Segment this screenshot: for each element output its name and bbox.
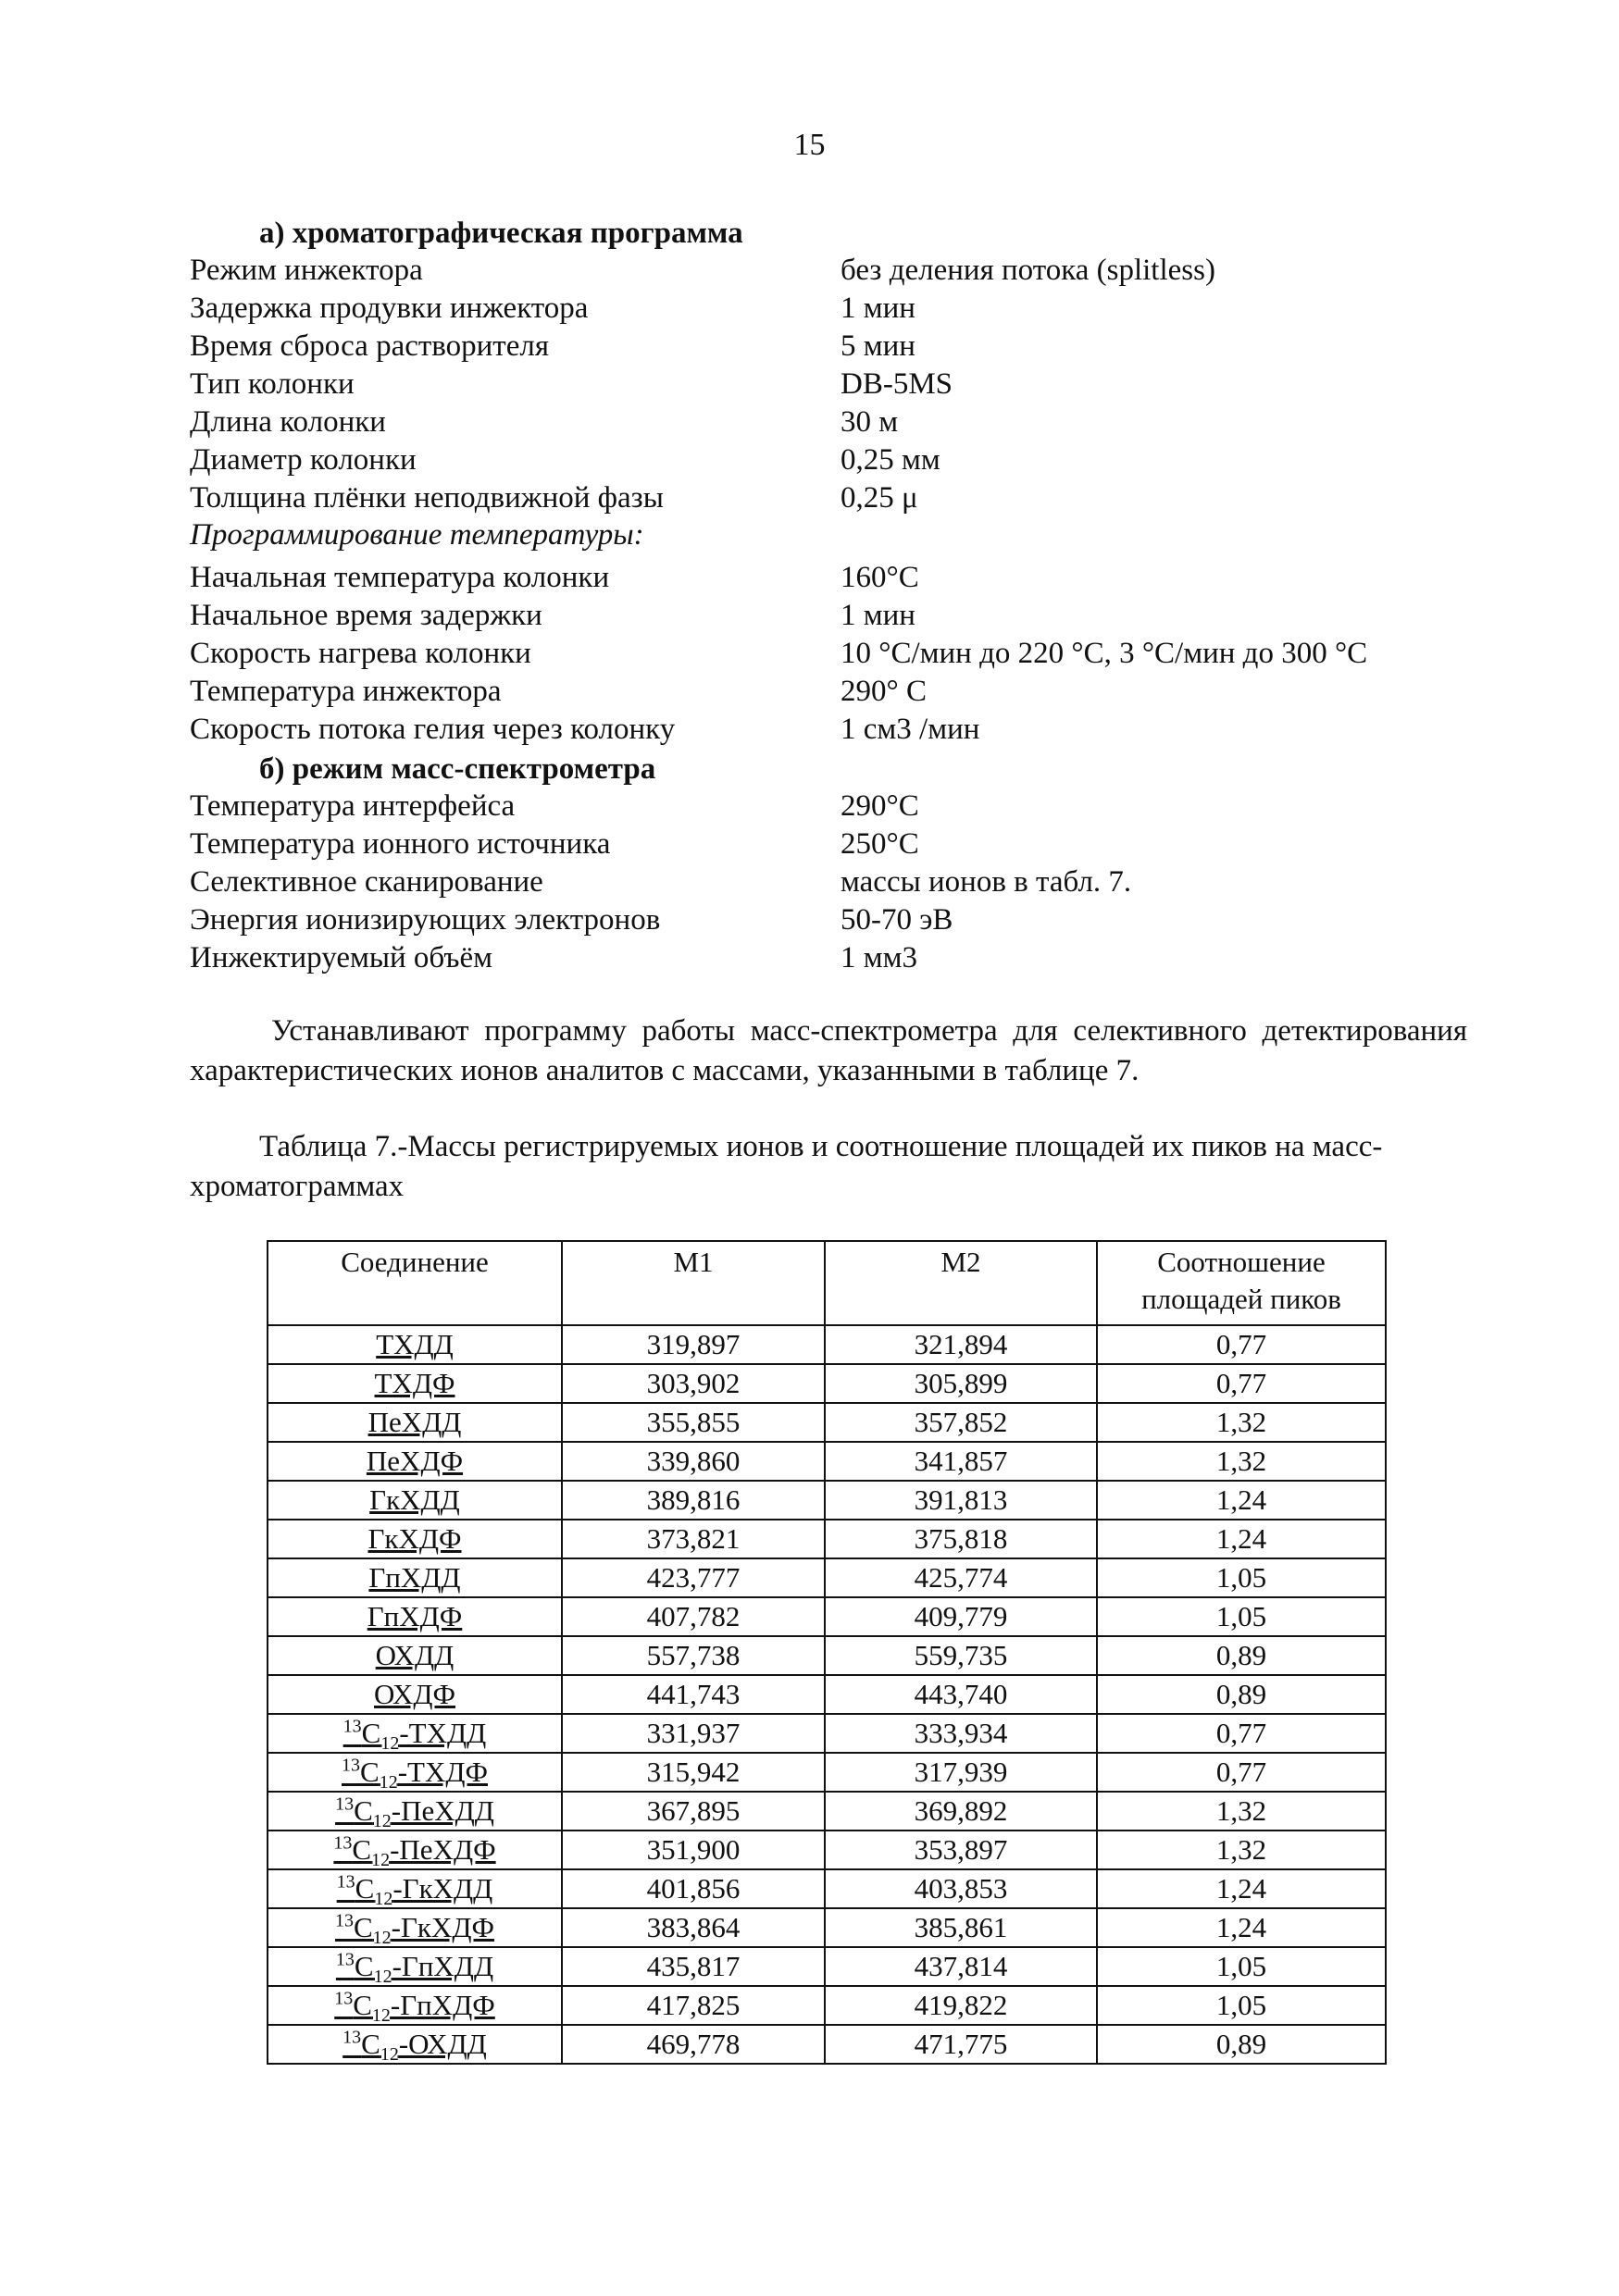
- m1-cell: 407,782: [562, 1597, 825, 1636]
- ms-param-row: [0, 903, 1619, 941]
- isotope-mass-number: 13: [334, 1910, 354, 1931]
- isotope-mass-number: 13: [335, 1793, 355, 1815]
- isotope-mass-number: 13: [342, 2027, 362, 2048]
- ms-param-label: Энергия ионизирующих электронов: [190, 903, 661, 937]
- isotope-element: C: [352, 1833, 372, 1866]
- peak-area-ratio-cell: 1,32: [1097, 1792, 1386, 1831]
- ms-param-value: 250°С: [841, 827, 919, 861]
- chromatographic-program-heading: а) хроматографическая программа: [259, 217, 743, 250]
- chrom-param-value: 0,25 мм: [841, 443, 940, 477]
- body-paragraph: Устанавливают программу работы масс-спектрометра для селективного детектирования характеристических ионов аналитов с массами, указанными в таблице 7.: [190, 1014, 1467, 1087]
- table-header-row: [268, 1241, 1386, 1325]
- temperature-param-row: [0, 561, 1619, 599]
- chrom-param-value: 0,25 μ: [841, 481, 918, 515]
- isotope-atom-count: 12: [371, 2005, 391, 2027]
- compound-cell: [268, 1325, 562, 1364]
- isotope-element: C: [361, 2028, 380, 2060]
- temperature-param-label: Начальное время задержки: [190, 599, 542, 632]
- peak-area-ratio-cell: 1,24: [1097, 1520, 1386, 1558]
- ms-param-value: массы ионов в табл. 7.: [841, 865, 1132, 899]
- peak-area-ratio-cell: 0,89: [1097, 1636, 1386, 1675]
- chrom-param-label: Режим инжектора: [190, 254, 423, 287]
- isotope-element: C: [354, 1950, 374, 1982]
- ms-param-label: Инжектируемый объём: [190, 941, 492, 974]
- table-row: [268, 1675, 1386, 1714]
- table-row: [268, 1792, 1386, 1831]
- m1-cell: 315,942: [562, 1753, 825, 1792]
- m1-cell: 373,821: [562, 1520, 825, 1558]
- peak-area-ratio-cell: 1,32: [1097, 1403, 1386, 1442]
- compound-cell: [268, 1520, 562, 1558]
- compound-cell: [268, 1869, 562, 1908]
- temperature-param-value: 290° С: [841, 675, 927, 708]
- m1-cell: 557,738: [562, 1636, 825, 1675]
- compound-cell: [268, 1481, 562, 1520]
- m1-cell: 435,817: [562, 1947, 825, 1986]
- chrom-param-row: [0, 443, 1619, 481]
- isotope-mass-number: 13: [342, 1755, 360, 1776]
- table-row: [268, 1325, 1386, 1364]
- m2-cell: 385,861: [825, 1908, 1097, 1947]
- compound-cell: [268, 1597, 562, 1636]
- table-row: [268, 1869, 1386, 1908]
- compound-cell: [268, 1675, 562, 1714]
- mass-spectrometer-mode-heading: б) режим масс-спектрометра: [259, 752, 656, 786]
- chrom-param-label: Задержка продувки инжектора: [190, 292, 589, 325]
- isotope-atom-count: 12: [372, 1811, 392, 1832]
- compound-name: -ГкХДД: [392, 1872, 493, 1905]
- isotope-atom-count: 12: [374, 1889, 393, 1910]
- ms-param-label: Температура ионного источника: [190, 827, 611, 861]
- chrom-param-value: без деления потока (splitless): [841, 254, 1215, 287]
- isotope-atom-count: 12: [371, 1850, 391, 1871]
- isotope-atom-count: 12: [380, 1733, 400, 1755]
- compound-cell: [268, 1908, 562, 1947]
- peak-area-ratio-cell: 0,77: [1097, 1364, 1386, 1403]
- isotope-mass-number: 13: [336, 1871, 355, 1893]
- table-row: [268, 1908, 1386, 1947]
- isotope-atom-count: 12: [380, 2044, 399, 2066]
- compound-cell: [268, 2025, 562, 2064]
- compound-cell: [268, 1403, 562, 1442]
- m1-cell: 401,856: [562, 1869, 825, 1908]
- ion-mass-table: [267, 1240, 1387, 2065]
- chrom-param-row: [0, 292, 1619, 329]
- isotope-mass-number: 13: [335, 1949, 355, 1970]
- m2-cell: 419,822: [825, 1986, 1097, 2025]
- table-row: [268, 1364, 1386, 1403]
- isotope-element: C: [361, 1717, 381, 1749]
- peak-area-ratio-cell: 0,89: [1097, 2025, 1386, 2064]
- compound-cell: [268, 1714, 562, 1753]
- table-row: [268, 2025, 1386, 2064]
- ms-param-row: [0, 827, 1619, 865]
- peak-area-ratio-cell: 1,24: [1097, 1908, 1386, 1947]
- temperature-param-value: 1 см3 /мин: [841, 713, 980, 746]
- peak-area-ratio-cell: 1,32: [1097, 1442, 1386, 1481]
- m2-cell: 409,779: [825, 1597, 1097, 1636]
- chrom-param-value: 1 мин: [841, 292, 915, 325]
- table-body: [268, 1325, 1386, 2064]
- m2-cell: 357,852: [825, 1403, 1097, 1442]
- compound-name: -ГпХДФ: [390, 1989, 495, 2021]
- ms-param-row: [0, 789, 1619, 827]
- peak-area-ratio-cell: 1,24: [1097, 1869, 1386, 1908]
- chrom-param-row: [0, 367, 1619, 405]
- temperature-param-label: Скорость нагрева колонки: [190, 637, 531, 670]
- compound-name: ПеХДД: [367, 1406, 462, 1438]
- temperature-param-label: Начальная температура колонки: [190, 561, 610, 594]
- temperature-param-value: 1 мин: [841, 599, 915, 632]
- chrom-param-label: Время сброса растворителя: [190, 329, 550, 363]
- table-row: [268, 1986, 1386, 2025]
- isotope-element: C: [360, 1756, 380, 1788]
- temperature-param-value: 10 °С/мин до 220 °С, 3 °С/мин до 300 °С: [841, 637, 1368, 670]
- m2-cell: 353,897: [825, 1831, 1097, 1869]
- header-m1: M1: [562, 1241, 825, 1325]
- peak-area-ratio-cell: 0,77: [1097, 1714, 1386, 1753]
- peak-area-ratio-cell: 1,05: [1097, 1597, 1386, 1636]
- compound-cell: [268, 1442, 562, 1481]
- m1-cell: 367,895: [562, 1792, 825, 1831]
- table-row: [268, 1947, 1386, 1986]
- chrom-param-label: Толщина плёнки неподвижной фазы: [190, 481, 664, 515]
- compound-cell: [268, 1947, 562, 1986]
- temperature-param-value: 160°С: [841, 561, 919, 594]
- compound-name: ТХДД: [376, 1328, 454, 1360]
- compound-name: -ПеХДФ: [390, 1833, 496, 1866]
- compound-cell: [268, 1753, 562, 1792]
- m1-cell: 417,825: [562, 1986, 825, 2025]
- temperature-programming-subheading-row: [0, 518, 1619, 556]
- peak-area-ratio-cell: 0,77: [1097, 1325, 1386, 1364]
- compound-name: ГкХДД: [369, 1483, 460, 1516]
- chrom-param-row: [0, 254, 1619, 292]
- peak-area-ratio-cell: 0,77: [1097, 1753, 1386, 1792]
- m2-cell: 559,735: [825, 1636, 1097, 1675]
- compound-cell: [268, 1364, 562, 1403]
- isotope-element: C: [353, 1989, 372, 2021]
- temperature-param-row: [0, 675, 1619, 713]
- m1-cell: 331,937: [562, 1714, 825, 1753]
- m2-cell: 321,894: [825, 1325, 1097, 1364]
- chrom-param-label: Длина колонки: [190, 405, 386, 439]
- compound-name: -ГпХДД: [392, 1950, 494, 1982]
- m2-cell: 375,818: [825, 1520, 1097, 1558]
- isotope-mass-number: 13: [334, 1988, 354, 2009]
- compound-name: -ТХДД: [399, 1717, 487, 1749]
- m1-cell: 469,778: [562, 2025, 825, 2064]
- table-row: [268, 1520, 1386, 1558]
- m1-cell: 339,860: [562, 1442, 825, 1481]
- m1-cell: 389,816: [562, 1481, 825, 1520]
- compound-name: ПеХДФ: [366, 1445, 464, 1477]
- compound-name: ОХДД: [375, 1639, 455, 1671]
- compound-cell: [268, 1636, 562, 1675]
- m2-cell: 425,774: [825, 1558, 1097, 1597]
- m1-cell: 441,743: [562, 1675, 825, 1714]
- compound-cell: [268, 1558, 562, 1597]
- chrom-param-label: Диаметр колонки: [190, 443, 417, 477]
- temperature-param-row: [0, 637, 1619, 675]
- compound-name: ГкХДФ: [367, 1522, 462, 1555]
- compound-name: ГпХДФ: [367, 1600, 463, 1632]
- peak-area-ratio-cell: 1,05: [1097, 1986, 1386, 2025]
- chrom-param-value: 5 мин: [841, 329, 915, 363]
- peak-area-ratio-cell: 0,89: [1097, 1675, 1386, 1714]
- isotope-mass-number: 13: [333, 1832, 353, 1854]
- m1-cell: 319,897: [562, 1325, 825, 1364]
- peak-area-ratio-cell: 1,32: [1097, 1831, 1386, 1869]
- temperature-param-row: [0, 599, 1619, 637]
- m2-cell: 305,899: [825, 1364, 1097, 1403]
- ms-param-row: [0, 941, 1619, 979]
- chrom-param-row: [0, 405, 1619, 443]
- ms-param-label: Температура интерфейса: [190, 789, 516, 823]
- m2-cell: 369,892: [825, 1792, 1097, 1831]
- m2-cell: 443,740: [825, 1675, 1097, 1714]
- page-number: 15: [793, 128, 826, 162]
- compound-cell: [268, 1792, 562, 1831]
- temperature-param-row: [0, 713, 1619, 751]
- compound-name: -ПеХДД: [391, 1794, 494, 1827]
- peak-area-ratio-cell: 1,05: [1097, 1558, 1386, 1597]
- isotope-element: C: [354, 1794, 373, 1827]
- isotope-atom-count: 12: [372, 1928, 392, 1949]
- ms-param-label: Селективное сканирование: [190, 865, 543, 899]
- table-row: [268, 1442, 1386, 1481]
- m2-cell: 333,934: [825, 1714, 1097, 1753]
- isotope-element: C: [355, 1872, 375, 1905]
- table-row: [268, 1558, 1386, 1597]
- m1-cell: 303,902: [562, 1364, 825, 1403]
- compound-name: -ОХДД: [398, 2028, 487, 2060]
- m2-cell: 471,775: [825, 2025, 1097, 2064]
- header-peak-area-ratio: Соотношение площадей пиков: [1097, 1241, 1386, 1325]
- m2-cell: 403,853: [825, 1869, 1097, 1908]
- header-m2: M2: [825, 1241, 1097, 1325]
- m1-cell: 383,864: [562, 1908, 825, 1947]
- ms-param-value: 1 мм3: [841, 941, 918, 974]
- header-compound: Соединение: [268, 1241, 562, 1325]
- table-row: [268, 1597, 1386, 1636]
- temperature-programming-subheading: Программирование температуры:: [190, 518, 644, 552]
- table-row: [268, 1714, 1386, 1753]
- compound-name: -ГкХДФ: [391, 1911, 495, 1943]
- m2-cell: 317,939: [825, 1753, 1097, 1792]
- m2-cell: 391,813: [825, 1481, 1097, 1520]
- table-row: [268, 1636, 1386, 1675]
- table-caption: Таблица 7.-Массы регистрируемых ионов и соотношение площадей их пиков на масс-хроматограммах: [190, 1130, 1383, 1203]
- temperature-param-label: Скорость потока гелия через колонку: [190, 713, 676, 746]
- isotope-atom-count: 12: [373, 1967, 392, 1988]
- table-row: [268, 1481, 1386, 1520]
- chrom-param-label: Тип колонки: [190, 367, 355, 401]
- peak-area-ratio-cell: 1,24: [1097, 1481, 1386, 1520]
- m2-cell: 341,857: [825, 1442, 1097, 1481]
- ms-param-value: 50-70 эВ: [841, 903, 953, 937]
- compound-cell: [268, 1986, 562, 2025]
- table-row: [268, 1753, 1386, 1792]
- compound-name: -ТХДФ: [397, 1756, 488, 1788]
- compound-name: ГпХДД: [368, 1561, 461, 1594]
- isotope-element: C: [353, 1911, 373, 1943]
- m2-cell: 437,814: [825, 1947, 1097, 1986]
- table-row: [268, 1831, 1386, 1869]
- chrom-param-value: 30 м: [841, 405, 899, 439]
- compound-name: ТХДФ: [374, 1367, 455, 1399]
- compound-cell: [268, 1831, 562, 1869]
- compound-name: ОХДФ: [374, 1678, 455, 1710]
- chrom-param-value: DB-5MS: [841, 367, 953, 401]
- peak-area-ratio-cell: 1,05: [1097, 1947, 1386, 1986]
- isotope-mass-number: 13: [342, 1716, 362, 1737]
- m1-cell: 355,855: [562, 1403, 825, 1442]
- m1-cell: 351,900: [562, 1831, 825, 1869]
- chrom-param-row: [0, 329, 1619, 367]
- temperature-param-label: Температура инжектора: [190, 675, 502, 708]
- ms-param-value: 290°С: [841, 789, 919, 823]
- table-row: [268, 1403, 1386, 1442]
- isotope-atom-count: 12: [379, 1772, 398, 1793]
- m1-cell: 423,777: [562, 1558, 825, 1597]
- ms-param-row: [0, 865, 1619, 903]
- chrom-param-row: [0, 481, 1619, 519]
